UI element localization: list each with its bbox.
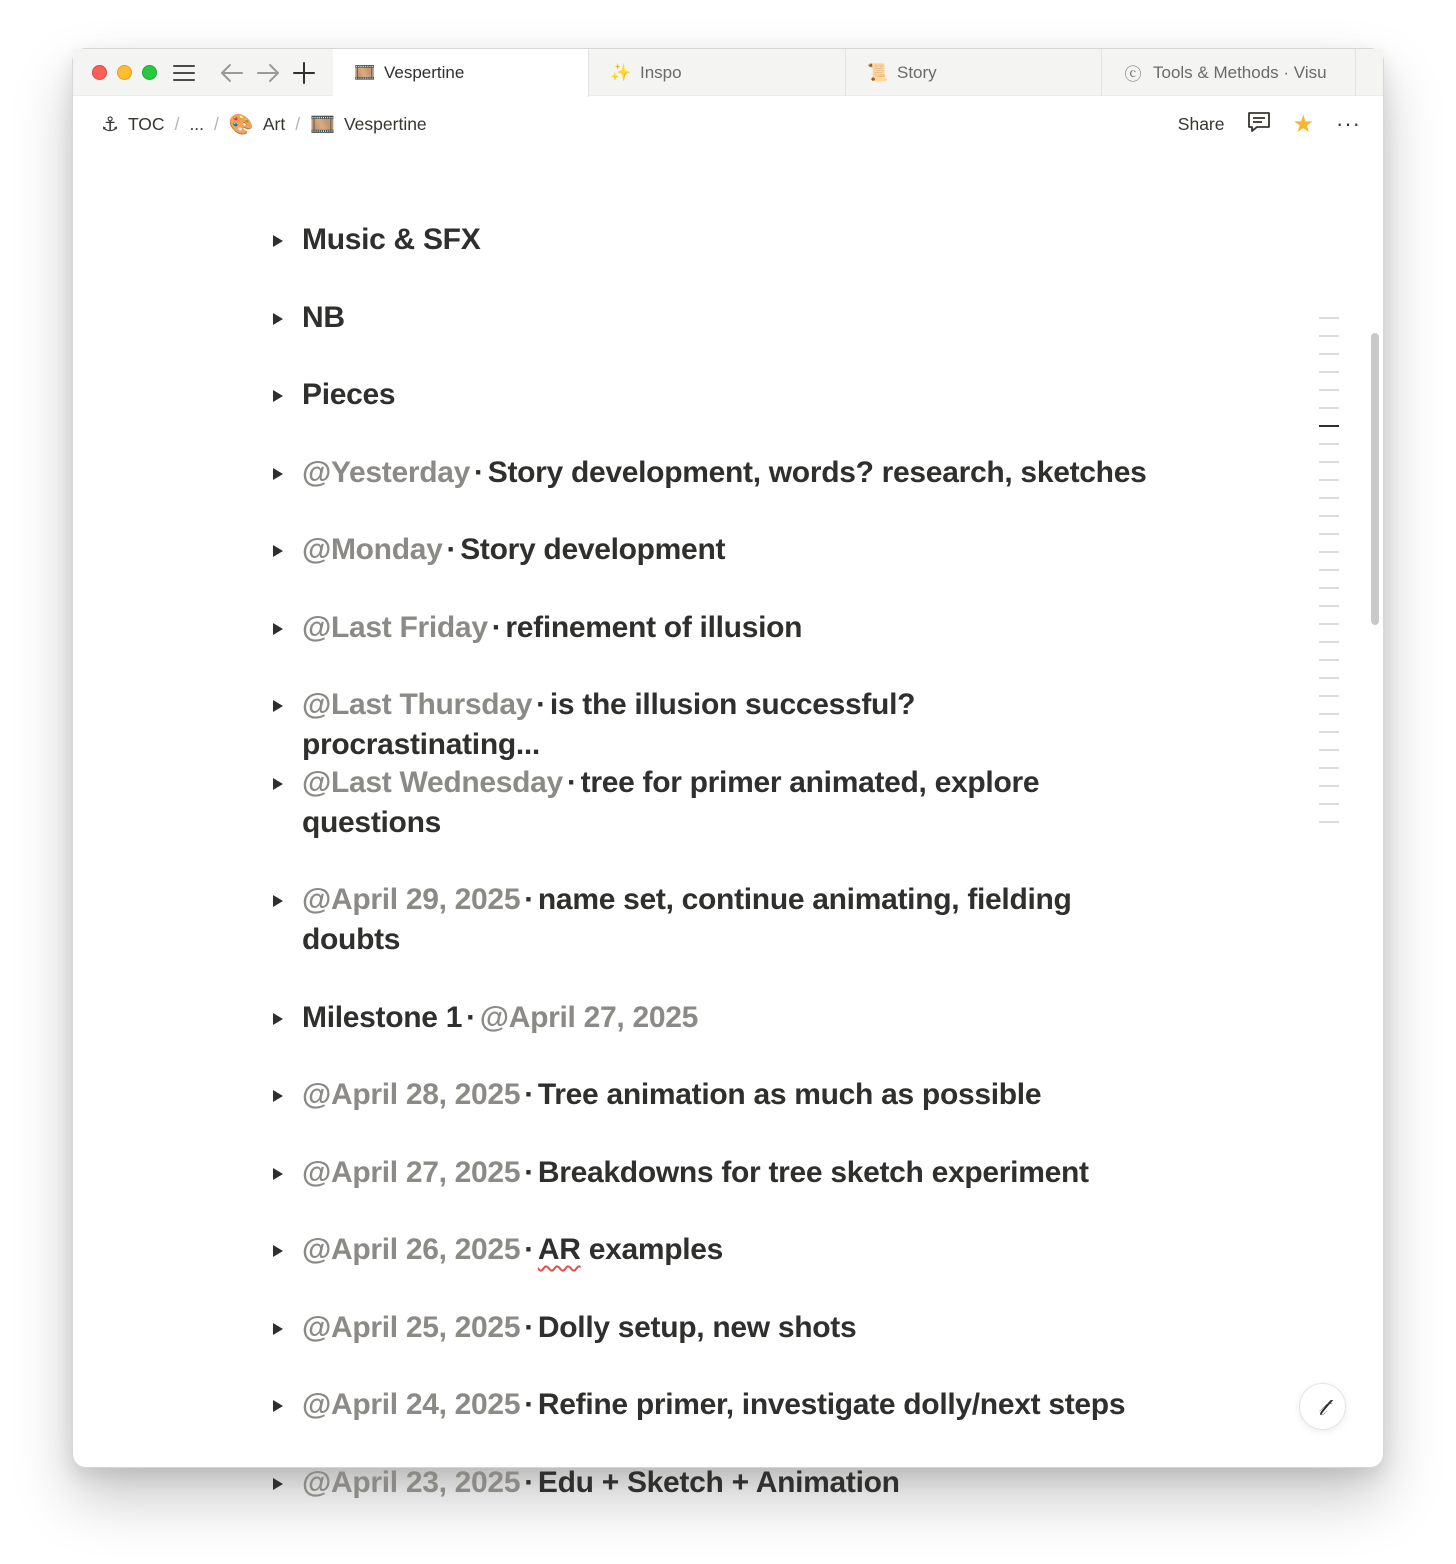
toc-tick[interactable]: [1319, 641, 1339, 643]
toc-tick[interactable]: [1319, 713, 1339, 715]
back-arrow-icon[interactable]: [218, 59, 246, 87]
toggle-triangle-icon[interactable]: [273, 1323, 283, 1335]
separator-dot: ·: [524, 1466, 534, 1499]
tab-label: Inspo: [640, 62, 682, 82]
entry-text: refinement of illusion: [505, 611, 803, 644]
toggle-triangle-icon[interactable]: [273, 778, 283, 790]
entry-text: Story development, words? research, sketches: [487, 456, 1147, 489]
toc-tick[interactable]: [1319, 731, 1339, 733]
separator-dot: ·: [524, 1156, 534, 1189]
tab-label: Tools & Methods · Visu: [1153, 62, 1327, 82]
toc-tick[interactable]: [1319, 389, 1339, 391]
toc-tick[interactable]: [1319, 371, 1339, 373]
toc-tick[interactable]: [1319, 569, 1339, 571]
toggle-triangle-icon[interactable]: [273, 468, 283, 480]
entry-text: Tree animation as much as possible: [537, 1078, 1042, 1111]
breadcrumb-toc[interactable]: [97, 112, 169, 137]
toc-tick[interactable]: [1319, 515, 1339, 517]
breadcrumb-art[interactable]: [225, 112, 289, 137]
window-maximize-button[interactable]: [142, 65, 157, 80]
separator-dot: ·: [491, 611, 502, 644]
comment-icon[interactable]: [1247, 111, 1271, 138]
toggle-title: [302, 608, 1152, 648]
page-header: [73, 96, 1383, 152]
anchor-icon: ⚓: [101, 113, 119, 136]
toggle-triangle-icon[interactable]: [273, 390, 283, 402]
toc-tick[interactable]: [1319, 623, 1339, 625]
tab-tools-methods[interactable]: [1102, 49, 1356, 96]
toc-tick[interactable]: [1319, 659, 1339, 661]
entry-text: Dolly setup, new shots: [537, 1311, 857, 1344]
toggle-triangle-icon[interactable]: [273, 1245, 283, 1257]
toggle-title: [302, 1463, 1152, 1503]
toc-tick[interactable]: [1319, 461, 1339, 463]
toc-tick[interactable]: [1319, 479, 1339, 481]
toggle-triangle-icon[interactable]: [273, 313, 283, 325]
breadcrumb-separator: /: [174, 113, 180, 134]
date-mention[interactable]: @April 27, 2025: [302, 1156, 521, 1189]
toggle-title: Music & SFX: [302, 223, 481, 256]
toc-tick[interactable]: [1319, 677, 1339, 679]
toggle-title: Pieces: [302, 378, 396, 411]
toggle-title: [302, 530, 1152, 570]
more-options-button[interactable]: ···: [1336, 111, 1361, 136]
entry-text: Refine primer, investigate dolly/next steps: [537, 1388, 1126, 1421]
breadcrumb-vespertine[interactable]: [306, 112, 431, 137]
tab-story[interactable]: [846, 49, 1102, 96]
window-minimize-button[interactable]: [117, 65, 132, 80]
toc-tick[interactable]: [1319, 353, 1339, 355]
toggle-triangle-icon[interactable]: [273, 1478, 283, 1490]
date-mention[interactable]: @Last Wednesday: [302, 766, 563, 799]
toc-tick[interactable]: [1319, 497, 1339, 499]
toc-tick[interactable]: [1319, 767, 1339, 769]
spellcheck-flagged-word[interactable]: AR: [537, 1233, 581, 1266]
separator-dot: ·: [566, 766, 577, 799]
palette-icon: 🎨: [228, 113, 254, 136]
breadcrumb: [97, 96, 431, 152]
separator-dot: ·: [524, 1311, 534, 1344]
tab-bar: [73, 49, 1383, 96]
entry-text: Edu + Sketch + Animation: [537, 1466, 900, 1499]
toc-tick[interactable]: [1319, 551, 1339, 553]
entry-text: Breakdowns for tree sketch experiment: [537, 1156, 1089, 1189]
film-frames-icon: 🎞️: [310, 113, 335, 136]
share-button[interactable]: Share: [1177, 113, 1225, 134]
toggle-triangle-icon[interactable]: [273, 235, 283, 247]
breadcrumb-separator: /: [295, 113, 301, 134]
forward-arrow-icon[interactable]: [254, 59, 282, 87]
date-mention[interactable]: @Monday: [302, 533, 443, 566]
date-mention[interactable]: @April 24, 2025: [302, 1388, 521, 1421]
date-mention[interactable]: @Last Friday: [302, 611, 488, 644]
breadcrumb-label: ...: [189, 113, 205, 134]
milestone-label: Milestone 1: [302, 1001, 463, 1034]
toc-tick[interactable]: [1319, 821, 1339, 823]
film-frames-icon: 🎞️: [354, 63, 376, 82]
sidebar-menu-icon[interactable]: [170, 59, 198, 87]
separator-dot: ·: [524, 1078, 534, 1111]
date-mention[interactable]: @Last Thursday: [302, 688, 533, 721]
tab-inspo[interactable]: [589, 49, 846, 96]
toggle-title: [302, 998, 1152, 1038]
toggle-triangle-icon[interactable]: [273, 895, 283, 907]
toggle-title: [302, 1153, 1152, 1193]
breadcrumb-label: Art: [262, 113, 286, 134]
toggle-title: NB: [302, 301, 345, 334]
separator-dot: ·: [524, 1388, 534, 1421]
toggle-triangle-icon[interactable]: [273, 545, 283, 557]
breadcrumb-label: Vespertine: [343, 113, 427, 134]
toggle-triangle-icon[interactable]: [273, 1400, 283, 1412]
tab-vespertine[interactable]: [333, 49, 589, 97]
separator-dot: ·: [524, 1233, 534, 1266]
toc-tick[interactable]: [1319, 407, 1339, 409]
separator-dot: ·: [536, 688, 546, 721]
toggle-title: [302, 453, 1152, 493]
date-mention[interactable]: @April 29, 2025: [302, 883, 521, 916]
separator-dot: ·: [446, 533, 457, 566]
breadcrumb-ellipsis[interactable]: [185, 114, 208, 135]
header-actions: [1178, 96, 1361, 152]
toc-tick[interactable]: [1319, 695, 1339, 697]
toggle-title: [302, 1308, 1152, 1348]
separator-dot: ·: [466, 1001, 476, 1034]
toggle-triangle-icon[interactable]: [273, 1090, 283, 1102]
date-mention[interactable]: @April 25, 2025: [302, 1311, 521, 1344]
tab-label: Vespertine: [384, 63, 465, 82]
toggle-triangle-icon[interactable]: [273, 1168, 283, 1180]
sparkles-icon: ✨: [610, 62, 632, 82]
toc-tick[interactable]: [1319, 443, 1339, 445]
ai-assistant-button[interactable]: [1299, 1383, 1346, 1430]
entry-text: Story development: [460, 533, 726, 566]
toggle-title: [302, 763, 1152, 843]
toggle-title: [302, 880, 1152, 960]
toggle-title: [302, 685, 1152, 765]
breadcrumb-label: TOC: [127, 113, 165, 134]
scroll-icon: 📜: [867, 62, 889, 82]
toc-tick[interactable]: [1319, 533, 1339, 535]
scrollbar-thumb[interactable]: [1371, 333, 1379, 625]
tab-label: Story: [897, 62, 937, 82]
breadcrumb-separator: /: [214, 113, 219, 134]
toc-tick-active[interactable]: [1319, 425, 1339, 427]
separator-dot: ·: [474, 456, 484, 489]
ai-glyph-icon: 𝓉: [1318, 1392, 1327, 1421]
entry-text: tree for primer animated, explore questions: [302, 766, 1040, 839]
toggle-title: [302, 1385, 1152, 1425]
date-mention[interactable]: @April 28, 2025: [302, 1078, 521, 1111]
separator-dot: ·: [524, 883, 534, 916]
toc-tick[interactable]: [1319, 317, 1339, 319]
app-window: [72, 48, 1384, 1499]
toggle-title: [302, 1075, 1152, 1115]
entry-text: name set, continue animating, fielding doubts: [302, 883, 1072, 956]
entry-text: examples: [588, 1233, 724, 1266]
toc-tick[interactable]: [1319, 749, 1339, 751]
toc-tick[interactable]: [1319, 335, 1339, 337]
toc-tick[interactable]: [1319, 803, 1339, 805]
toc-tick[interactable]: [1319, 785, 1339, 787]
toc-tick[interactable]: [1319, 587, 1339, 589]
window-close-button[interactable]: [92, 65, 107, 80]
page-c-icon: ⓒ: [1124, 65, 1142, 84]
toc-tick[interactable]: [1319, 605, 1339, 607]
date-mention[interactable]: @Yesterday: [302, 456, 471, 489]
toggle-triangle-icon[interactable]: [273, 623, 283, 635]
entry-text: is the illusion successful? procrastinating...: [302, 688, 916, 761]
toggle-triangle-icon[interactable]: [273, 700, 283, 712]
date-mention[interactable]: @April 27, 2025: [479, 1001, 698, 1034]
toggle-triangle-icon[interactable]: [273, 1013, 283, 1025]
date-mention[interactable]: @April 23, 2025: [302, 1466, 521, 1499]
new-tab-plus-icon[interactable]: [290, 59, 318, 87]
favorite-star-icon[interactable]: ★: [1292, 110, 1315, 138]
date-mention[interactable]: @April 26, 2025: [302, 1233, 521, 1266]
toggle-title: [302, 1230, 1152, 1270]
